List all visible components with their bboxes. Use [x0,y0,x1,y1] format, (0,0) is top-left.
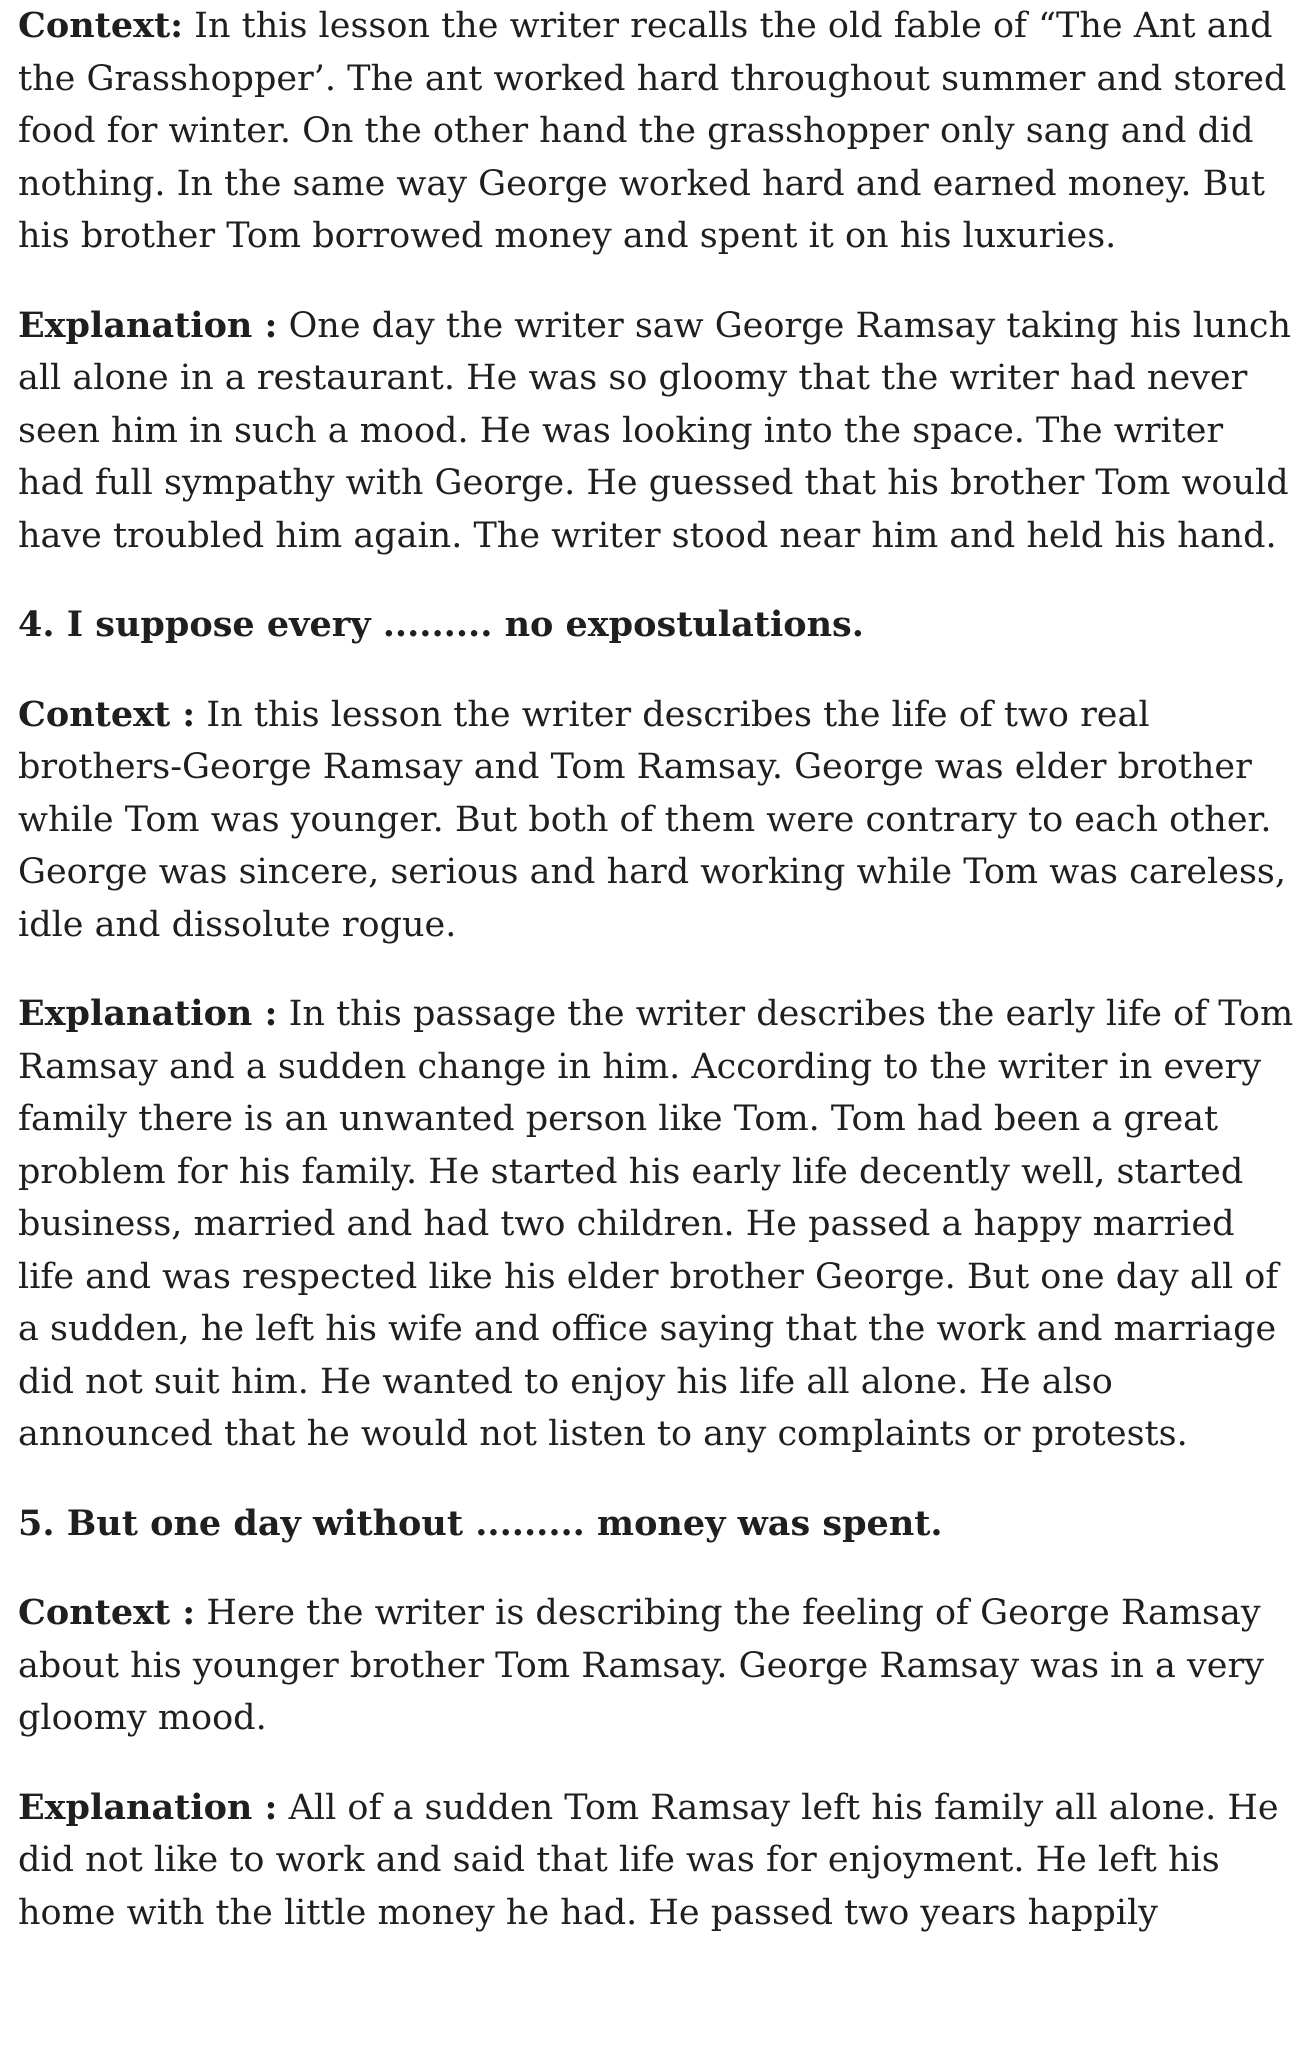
context-text: In this lesson the writer recalls the old fable of “The Ant and the Grasshopper’. The ant worked hard throughout summer and stored food for winter. On the other hand the grasshopper only sang and did nothing. In the same way George worked hard and earned money. But his brother Tom borrowed money and spent it on his luxuries. [18,6,1287,256]
context-text: Here the writer is describing the feeling of George Ramsay about his younger brother Tom Ramsay. George Ramsay was in a very gloomy mood. [18,1593,1265,1738]
explanation-text: One day the writer saw George Ramsay taking his lunch all alone in a restaurant. He was so gloomy that the writer had never seen him in such a mood. He was looking into the space. The writer had full sympathy with George. He guessed that his brother Tom would have troubled him again. The writer stood near him and held his hand. [18,305,1292,556]
explanation-paragraph [18,1782,1297,1940]
context-label: Context: [18,5,184,46]
explanation-paragraph [18,300,1297,563]
explanation-label: Explanation : [18,993,278,1034]
explanation-paragraph [18,988,1297,1461]
context-paragraph [18,0,1297,263]
explanation-text: In this passage the writer describes the early life of Tom Ramsay and a sudden change in him. According to the writer in every family there is an unwanted person like Tom. Tom had been a great problem for his family. He started his early life decently well, started business, married and had two children. He passed a happy married life and was respected like his elder brother George. But one day all of a sudden, he left his wife and office saying that the work and marriage did not suit him. He wanted to enjoy his life all alone. He also announced that he would not listen to any complaints or protests. [18,994,1294,1454]
explanation-text: All of a sudden Tom Ramsay left his family all alone. He did not like to work and said that life was for enjoyment. He left his home with the little money he had. He passed two years happily [18,1787,1279,1933]
context-text: In this lesson the writer describes the life of two real brothers-George Ramsay and Tom Ramsay. George was elder brother while Tom was younger. But both of them were contrary to each other. George was sincere, serious and hard working while Tom was careless, idle and dissolute rogue. [18,694,1286,945]
explanation-label: Explanation : [18,1786,278,1828]
context-label: Context : [18,693,196,735]
context-paragraph [18,689,1297,952]
question-heading: 4. I suppose every ......... no expostulations. [18,604,864,645]
context-label: Context : [18,1592,196,1633]
explanation-label: Explanation : [18,304,278,346]
context-paragraph [18,1587,1297,1745]
question-heading: 5. But one day without ......... money was spent. [18,1502,943,1544]
